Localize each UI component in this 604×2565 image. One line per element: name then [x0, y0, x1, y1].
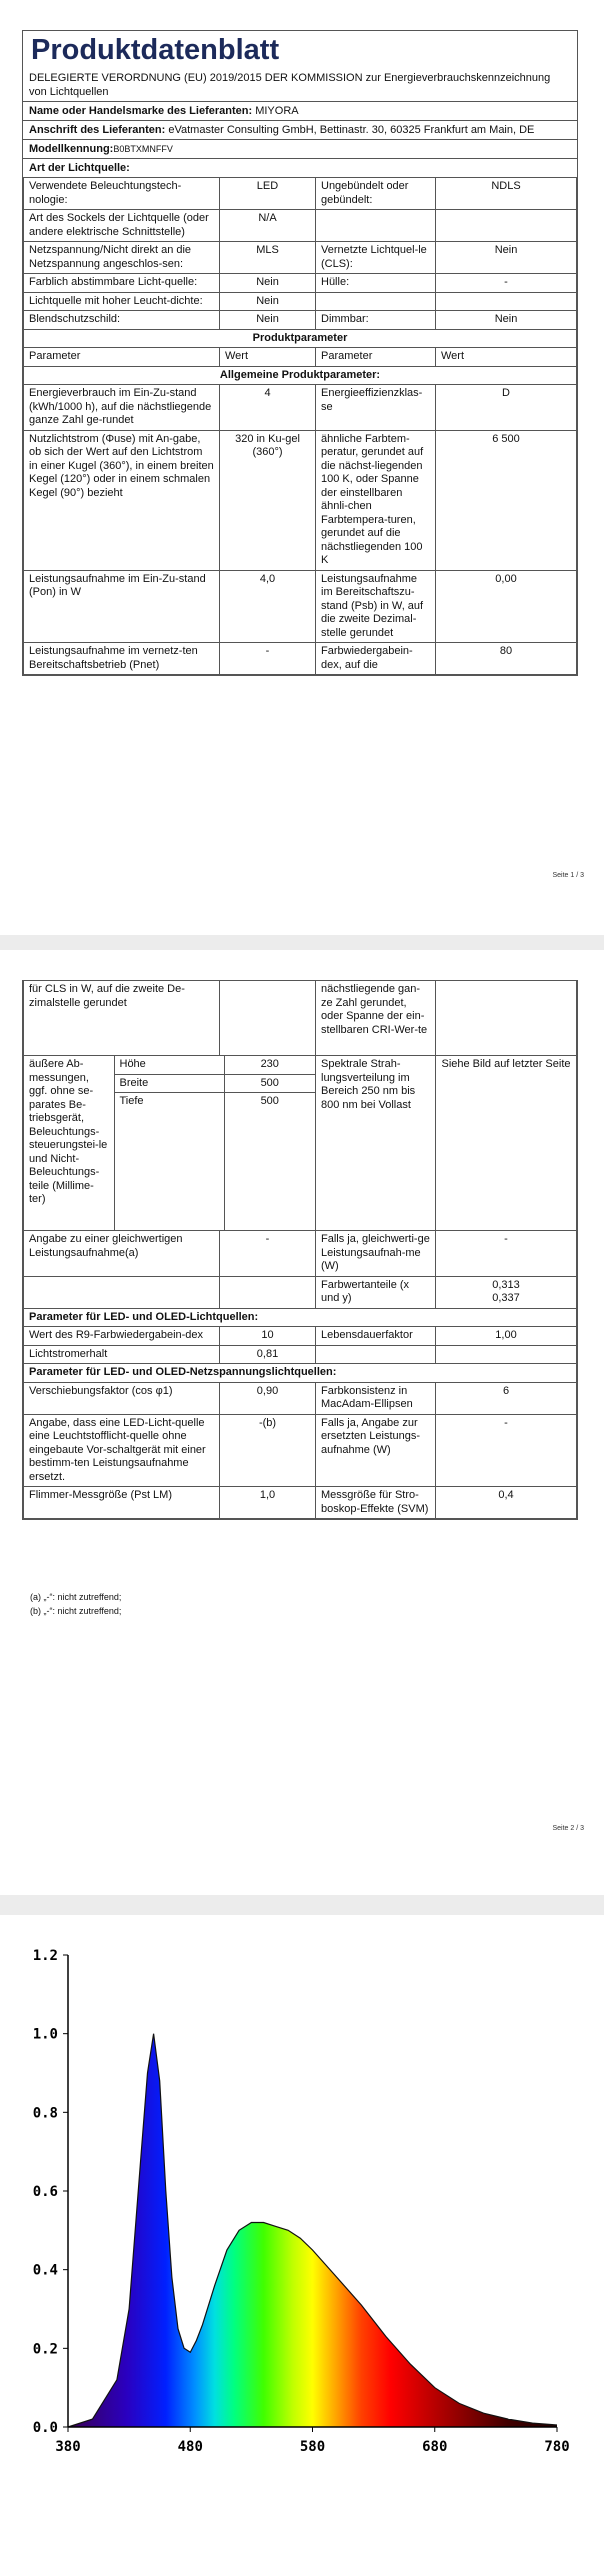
dimensions-label: äußere Ab-messungen, ggf. ohne se-parates Be-triebsgerät, Beleuchtungs-steuerungstei-le und Nicht-Beleuchtungs-teile (Millime-ter) — [24, 1056, 114, 1230]
cell: nächstliegende gan-ze Zahl gerundet, oder Spanne der ein-stellbaren CRI-Wer-te — [316, 981, 436, 1056]
dim-depth-value: 500 — [260, 1095, 279, 1107]
cell: Blendschutzschild: — [24, 311, 220, 330]
table-row — [24, 981, 577, 1056]
supplier-name-row — [23, 101, 577, 120]
y-tick-label: 0.8 — [32, 2105, 58, 2122]
cell — [436, 1345, 577, 1364]
table-row — [24, 1231, 577, 1277]
y-tick-label: 0.0 — [32, 2420, 58, 2436]
col-header: Parameter — [316, 348, 436, 367]
cell: Nein — [220, 311, 316, 330]
x-tick-label: 680 — [422, 2439, 448, 2455]
cell: 6 500 — [436, 430, 577, 570]
light-source-table — [23, 177, 577, 675]
model-label: Modellkennung: — [29, 143, 114, 155]
cell: NDLS — [436, 178, 577, 210]
cell: - — [436, 1231, 577, 1277]
cell: 0,81 — [220, 1345, 316, 1364]
cell: Leistungsaufnahme im Ein-Zu-stand (Pon) in W — [24, 570, 220, 643]
cell: 80 — [436, 643, 577, 675]
cell: Energieverbrauch im Ein-Zu-stand (kWh/1000 h), auf die nächstliegende ganze Zahl ge-rundet — [24, 385, 220, 431]
cell — [316, 210, 436, 242]
cell: Vernetzte Lichtquel-le (CLS): — [316, 242, 436, 274]
supplier-name-label: Name oder Handelsmarke des Lieferanten: — [29, 105, 253, 117]
regulation-text: DELEGIERTE VERORDNUNG (EU) 2019/2015 DER KOMMISSION zur Energieverbrauchskennzeichnung von Lichtquellen — [29, 72, 551, 98]
page-title: Produktdatenblatt — [31, 34, 280, 66]
y-tick-label: 1.2 — [32, 1948, 58, 1964]
cell: LED — [220, 178, 316, 210]
cell: Lebensdauerfaktor — [316, 1327, 436, 1346]
dimensions-cell — [24, 1056, 316, 1231]
y-tick-label: 1.0 — [32, 2026, 58, 2043]
cell: 0,90 — [220, 1382, 316, 1414]
table-row — [24, 1327, 577, 1346]
cell — [316, 1345, 436, 1364]
cell: MLS — [220, 242, 316, 274]
cell: Leistungsaufnahme im vernetz-ten Bereitschaftsbetrieb (Pnet) — [24, 643, 220, 675]
supplier-address-label: Anschrift des Lieferanten: — [29, 124, 166, 136]
table-row — [24, 643, 577, 675]
cell — [220, 981, 316, 1056]
col-header: Wert — [436, 348, 577, 367]
cell: - — [220, 643, 316, 675]
cell: Leistungsaufnahme im Bereitschaftszu-stand (Psb) in W, auf die zweite Dezimal-stelle gerundet — [316, 570, 436, 643]
supplier-address: eVatmaster Consulting GmbH, Bettinastr. 30, 60325 Frankfurt am Main, DE — [168, 124, 535, 136]
table-row — [24, 1487, 577, 1519]
cell: Ungebündelt oder gebündelt: — [316, 178, 436, 210]
light-source-type-heading: Art der Lichtquelle: — [23, 158, 577, 177]
led-params-heading: Parameter für LED- und OLED-Lichtquellen: — [24, 1308, 577, 1327]
page-1 — [0, 0, 604, 935]
table-row — [24, 366, 577, 385]
cell — [316, 292, 436, 311]
cell: Art des Sockels der Lichtquelle (oder andere elektrische Schnittstelle) — [24, 210, 220, 242]
cell: Verschiebungsfaktor (cos φ1) — [24, 1382, 220, 1414]
x-tick-label: 580 — [299, 2439, 326, 2455]
cell: Hülle: — [316, 274, 436, 293]
dim-height-label: Höhe — [114, 1056, 224, 1074]
page-separator — [0, 1895, 604, 1915]
cell: 4,0 — [220, 570, 316, 643]
cell: Falls ja, Angabe zur ersetzten Leistungs-aufnahme (W) — [316, 1414, 436, 1487]
table-row — [24, 1056, 577, 1231]
cell: Wert des R9-Farbwiedergabein-dex — [24, 1327, 220, 1346]
cell: 4 — [220, 385, 316, 431]
table-row — [24, 311, 577, 330]
cell: Energieeffizienzklas-se — [316, 385, 436, 431]
cell: Lichtquelle mit hoher Leucht-dichte: — [24, 292, 220, 311]
cell — [436, 292, 577, 311]
model-row — [23, 139, 577, 158]
supplier-address-row — [23, 120, 577, 139]
cell: -(b) — [220, 1414, 316, 1487]
cell: Siehe Bild auf letzter Seite — [436, 1056, 577, 1231]
supplier-name: MIYORA — [255, 105, 299, 117]
page-separator — [0, 935, 604, 950]
dim-width-label: Breite — [114, 1074, 224, 1093]
cell: Spektrale Strah-lungsverteilung im Bereich 250 nm bis 800 nm bei Vollast — [316, 1056, 436, 1231]
cell: - — [220, 1231, 316, 1277]
table-row — [24, 1364, 577, 1383]
cell: Netzspannung/Nicht direkt an die Netzspannung angeschlos-sen: — [24, 242, 220, 274]
table-row — [24, 274, 577, 293]
cell: Lichtstromerhalt — [24, 1345, 220, 1364]
cell: N/A — [220, 210, 316, 242]
page-2 — [0, 950, 604, 1895]
table-row — [24, 210, 577, 242]
table-row — [24, 292, 577, 311]
cell: 6 — [436, 1382, 577, 1414]
table-row — [24, 242, 577, 274]
table-row — [24, 1345, 577, 1364]
datasheet-page-2 — [22, 980, 578, 1520]
cell — [220, 1276, 316, 1308]
cell — [24, 1276, 220, 1308]
footnote-b: (b) „-“: nicht zutreffend; — [30, 1606, 122, 1616]
cell — [436, 981, 577, 1056]
cell: Nein — [220, 292, 316, 311]
general-params-heading: Allgemeine Produktparameter: — [24, 366, 577, 385]
page-number: Seite 1 / 3 — [552, 872, 584, 879]
col-header: Wert — [220, 348, 316, 367]
dim-depth-label: Tiefe — [114, 1093, 224, 1231]
cell: ähnliche Farbtem-peratur, gerundet auf die nächst-liegenden 100 K, oder Spanne der einstellbaren ähnli-chen Farbtempera-turen, gerundet auf die nächstliegenden 100 K — [316, 430, 436, 570]
table-row — [24, 1414, 577, 1487]
cell — [436, 210, 577, 242]
product-params-heading: Produktparameter — [24, 329, 577, 348]
cell: - — [436, 274, 577, 293]
table-row — [24, 1382, 577, 1414]
model-id: B0BTXMNFFV — [113, 144, 173, 154]
x-tick-label: 480 — [177, 2439, 203, 2455]
table-row — [24, 385, 577, 431]
cell: Nein — [436, 311, 577, 330]
spectral-distribution-chart — [0, 1915, 604, 2560]
table-row — [24, 1308, 577, 1327]
spectrum-area — [68, 2034, 557, 2427]
cell: Angabe zu einer gleichwertigen Leistungsaufnahme(a) — [24, 1231, 220, 1277]
cell: Nutzlichtstrom (Φuse) mit An-gabe, ob sich der Wert auf den Lichtstrom in einer Kugel (360°), in einem breiten Kegel (120°) oder in einem schmalen Kegel (90°) bezieht — [24, 430, 220, 570]
cell: Verwendete Beleuchtungstech-nologie: — [24, 178, 220, 210]
cell: für CLS in W, auf die zweite De-zimalstelle gerundet — [24, 981, 220, 1056]
cell: 0,4 — [436, 1487, 577, 1519]
cell: Farbkonsistenz in MacAdam-Ellipsen — [316, 1382, 436, 1414]
y-tick-label: 0.6 — [32, 2184, 58, 2200]
cell: Farblich abstimmbare Licht-quelle: — [24, 274, 220, 293]
spectral-chart-page — [0, 1915, 604, 2560]
cell: Farbwertanteile (x und y) — [316, 1276, 436, 1308]
table-row — [24, 329, 577, 348]
mains-params-heading: Parameter für LED- und OLED-Netzspannungslichtquellen: — [24, 1364, 577, 1383]
cell: 0,313 0,337 — [436, 1276, 577, 1308]
table-row — [24, 1276, 577, 1308]
footnotes — [30, 1590, 121, 1618]
cell: 1,00 — [436, 1327, 577, 1346]
cell: 320 in Ku-gel (360°) — [220, 430, 316, 570]
cell: D — [436, 385, 577, 431]
cell: Flimmer-Messgröße (Pst LM) — [24, 1487, 220, 1519]
cell: Angabe, dass eine LED-Licht-quelle eine Leuchtstofflicht-quelle ohne eingebaute Vor-schaltgerät mit einer bestimm-ten Leistungsaufnahme ersetzt. — [24, 1414, 220, 1487]
x-tick-label: 380 — [55, 2439, 81, 2455]
datasheet-page-1 — [22, 30, 578, 676]
dim-height-value: 230 — [260, 1058, 279, 1070]
col-header: Parameter — [24, 348, 220, 367]
cell: 1,0 — [220, 1487, 316, 1519]
params-table-continued — [23, 980, 577, 1519]
y-tick-label: 0.4 — [32, 2262, 58, 2279]
cell: 0,00 — [436, 570, 577, 643]
page-number: Seite 2 / 3 — [552, 1825, 584, 1832]
cell: Nein — [436, 242, 577, 274]
footnote-a: (a) „-“: nicht zutreffend; — [30, 1592, 122, 1602]
table-row — [24, 348, 577, 367]
dim-width-value: 500 — [224, 1074, 315, 1093]
y-tick-label: 0.2 — [32, 2341, 58, 2358]
table-row — [24, 570, 577, 643]
cell: Farbwiedergabein-dex, auf die — [316, 643, 436, 675]
cell: 10 — [220, 1327, 316, 1346]
table-row — [24, 430, 577, 570]
table-row — [24, 178, 577, 210]
x-tick-label: 780 — [544, 2439, 570, 2455]
cell: Dimmbar: — [316, 311, 436, 330]
cell: Nein — [220, 274, 316, 293]
cell: - — [436, 1414, 577, 1487]
cell: Messgröße für Stro-boskop-Effekte (SVM) — [316, 1487, 436, 1519]
cell: Falls ja, gleichwerti-ge Leistungsaufnah-me (W) — [316, 1231, 436, 1277]
